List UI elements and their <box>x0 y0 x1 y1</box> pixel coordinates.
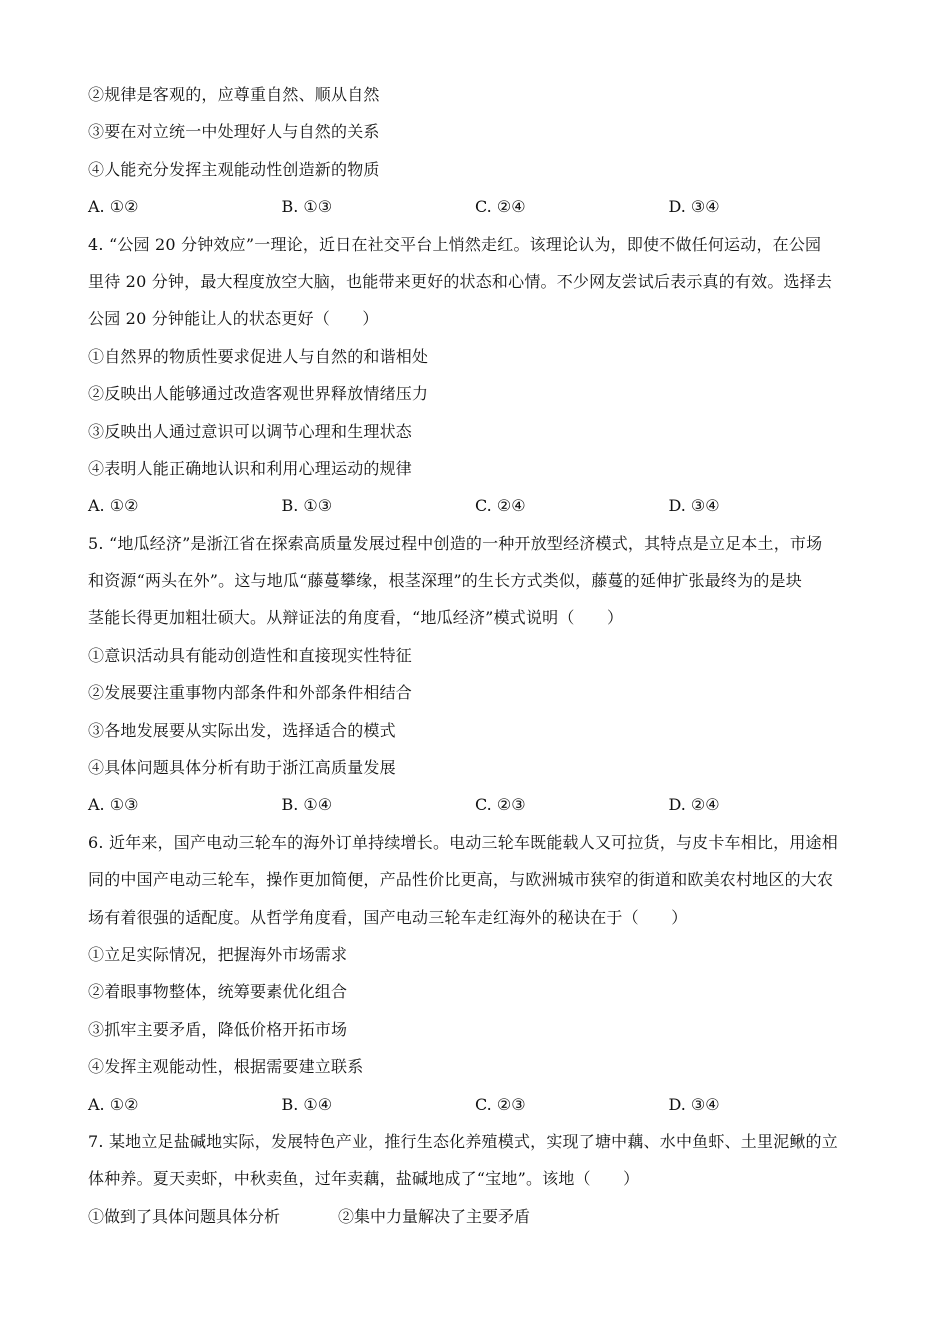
choice-c: C. ②③ <box>475 795 526 815</box>
choice-d: D. ②④ <box>668 795 720 815</box>
choice-b: B. ①④ <box>281 795 333 815</box>
option-4: ④具体问题具体分析有助于浙江高质量发展 <box>88 758 396 778</box>
question-stem-line: 6. 近年来，国产电动三轮车的海外订单持续增长。电动三轮车既能载人又可拉货，与皮卡车相比，用途相 <box>88 832 838 852</box>
option-2: ②规律是客观的，应尊重自然、顺从自然 <box>88 85 380 104</box>
question-stem-line: 公园 20 分钟能让人的状态更好（ ） <box>88 309 379 329</box>
choice-b: B. ①③ <box>281 197 333 217</box>
choice-a: A. ①② <box>88 197 139 217</box>
question-stem-line: 和资源“两头在外”。这与地瓜“藤蔓攀缘，根茎深理”的生长方式类似，藤蔓的延伸扩张最终为的是块 <box>88 571 802 591</box>
choice-b: B. ①④ <box>281 1094 333 1114</box>
option-3: ③各地发展要从实际出发，选择适合的模式 <box>88 720 396 740</box>
choice-b: B. ①③ <box>281 496 333 516</box>
option-pair <box>88 1198 863 1235</box>
option-4: ④表明人能正确地认识和利用心理运动的规律 <box>88 458 413 478</box>
exam-page <box>88 76 863 1235</box>
option-2: ②集中力量解决了主要矛盾 <box>338 1206 531 1226</box>
option-3: ③反映出人通过意识可以调节心理和生理状态 <box>88 421 413 441</box>
choice-d: D. ③④ <box>668 1094 720 1114</box>
choice-d: D. ③④ <box>668 496 720 516</box>
choice-c: C. ②④ <box>475 496 526 516</box>
question-7 <box>88 1123 863 1235</box>
answer-choices <box>88 487 863 524</box>
question-stem-line: 体种养。夏天卖虾，中秋卖鱼，过年卖藕，盐碱地成了“宝地”。该地（ ） <box>88 1169 640 1189</box>
option-1: ①自然界的物质性要求促进人与自然的和谐相处 <box>88 346 429 366</box>
answer-choices <box>88 1086 863 1123</box>
question-stem-line: 茎能长得更加粗壮硕大。从辩证法的角度看，“地瓜经济”模式说明（ ） <box>88 608 624 628</box>
question-3 <box>88 76 863 226</box>
question-4 <box>88 226 863 525</box>
question-stem-line: 同的中国产电动三轮车，操作更加简便，产品性价比更高，与欧洲城市狭窄的街道和欧美农村地区的大农 <box>88 870 834 890</box>
option-2: ②反映出人能够通过改造客观世界释放情绪压力 <box>88 384 429 404</box>
question-6 <box>88 824 863 1123</box>
choice-a: A. ①③ <box>88 795 139 815</box>
answer-choices <box>88 786 863 823</box>
option-4: ④发挥主观能动性，根据需要建立联系 <box>88 1057 364 1077</box>
option-4: ④人能充分发挥主观能动性创造新的物质 <box>88 159 380 179</box>
option-2: ②着眼事物整体，统筹要素优化组合 <box>88 982 348 1002</box>
choice-c: C. ②③ <box>475 1094 526 1114</box>
question-stem-line: 4. “公园 20 分钟效应”一理论，近日在社交平台上悄然走红。该理论认为，即使不做任何运动，在公园 <box>88 234 822 254</box>
option-3: ③要在对立统一中处理好人与自然的关系 <box>88 122 380 142</box>
choice-a: A. ①② <box>88 1094 139 1114</box>
answer-choices <box>88 188 863 225</box>
question-stem-line: 里待 20 分钟，最大程度放空大脑，也能带来更好的状态和心情。不少网友尝试后表示真的有效。选择去 <box>88 271 833 291</box>
option-1: ①做到了具体问题具体分析 <box>88 1206 281 1226</box>
question-stem-line: 5. “地瓜经济”是浙江省在探索高质量发展过程中创造的一种开放型经济模式，其特点是立足本土，市场 <box>88 533 823 553</box>
option-1: ①意识活动具有能动创造性和直接现实性特征 <box>88 645 413 665</box>
choice-d: D. ③④ <box>668 197 720 217</box>
option-2: ②发展要注重事物内部条件和外部条件相结合 <box>88 683 413 703</box>
question-stem-line: 7. 某地立足盐碱地实际，发展特色产业，推行生态化养殖模式，实现了塘中藕、水中鱼虾、土里泥鳅的立 <box>88 1131 838 1151</box>
choice-c: C. ②④ <box>475 197 526 217</box>
choice-a: A. ①② <box>88 496 139 516</box>
option-3: ③抓牢主要矛盾，降低价格开拓市场 <box>88 1019 348 1039</box>
option-1: ①立足实际情况，把握海外市场需求 <box>88 944 348 964</box>
question-stem-line: 场有着很强的适配度。从哲学角度看，国产电动三轮车走红海外的秘诀在于（ ） <box>88 907 688 927</box>
question-5 <box>88 525 863 824</box>
